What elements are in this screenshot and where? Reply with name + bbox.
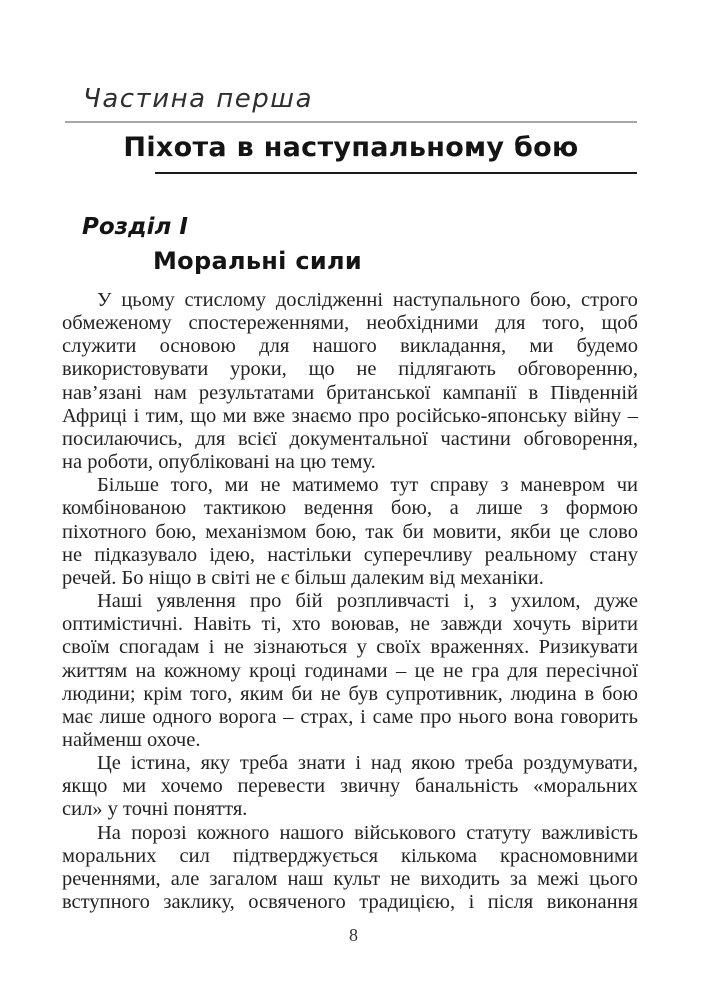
text-line: оптимістичні. Навіть ті, хто воював, не завжди хочуть вірити: [62, 613, 638, 636]
paragraph: [62, 822, 638, 915]
chapter-number: Розділ І: [82, 214, 188, 240]
text-line: використовувати уроки, що не підлягають обговоренню,: [62, 358, 638, 381]
text-line: комбінованою тактикою ведення бою, а лише з формою: [62, 497, 638, 520]
text-line: моральних сил підтверджується кількома красномовними: [62, 844, 638, 867]
text-line: нав’язані нам результатами британської кампанії в Південній: [62, 381, 638, 404]
text-line: сил» у точні поняття.: [62, 798, 248, 821]
text-line: Наші уявлення про бій розпливчасті і, з ухилом, дуже: [97, 590, 638, 613]
part-heading: Частина перша: [83, 84, 314, 114]
part-divider-rule: [65, 121, 637, 123]
paragraph: [62, 474, 638, 590]
text-line: Більше того, ми не матимемо тут справу з маневром чи: [97, 474, 638, 497]
text-line: Це істина, яку треба знати і над якою треба роздумувати,: [97, 752, 638, 775]
text-line: реченнями, але загалом наш культ не виходить за межі цього: [62, 867, 638, 890]
text-line: Африці і тим, що ми вже знаємо про російсько-японську війну –: [62, 404, 638, 427]
title-underline-rule: [155, 172, 637, 174]
text-line: на роботи, опубліковані на цю тему.: [62, 451, 376, 474]
text-line: вступного заклику, освяченого традицією, і після виконання: [62, 891, 638, 914]
text-line: обмеженому спостереженнями, необхідними для того, щоб: [62, 312, 638, 335]
text-line: якщо ми хочемо перевести звичну банальність «моральних: [62, 775, 638, 798]
body-text: [62, 289, 638, 914]
text-line: піхотного бою, механізмом бою, так би мовити, якби це слово: [62, 520, 638, 543]
text-line: У цьому стислому дослідженні наступального бою, строго: [97, 289, 638, 311]
chapter-title: Моральні сили: [153, 247, 363, 275]
page-number: 8: [349, 925, 358, 945]
text-line: людини; крім того, яким би не був супротивник, людина в бою: [62, 682, 638, 705]
text-line: речей. Бо ніщо в світі не є більш далеким від механіки.: [62, 566, 544, 589]
paragraph: [62, 289, 638, 474]
paragraph: [62, 752, 638, 821]
text-line: не підказувало ідею, настільки суперечливу реальному стану: [62, 543, 638, 566]
book-title: Піхота в наступальному бою: [123, 132, 579, 163]
paragraph: [62, 590, 638, 752]
text-line: має лише одного ворога – страх, і саме про нього вона говорить: [62, 705, 638, 728]
text-line: посилаючись, для всієї документальної частини обговорення,: [62, 427, 638, 450]
text-line: служити основою для нашого викладання, ми будемо: [62, 335, 638, 358]
text-line: своїм спогадам і не зізнаються у своїх враженнях. Ризикувати: [62, 636, 638, 659]
text-line: На порозі кожного нашого військового статуту важливість: [97, 821, 638, 844]
text-line: найменш охоче.: [62, 728, 201, 751]
text-line: життям на кожному кроці годинами – це не гра для пересічної: [62, 659, 638, 682]
